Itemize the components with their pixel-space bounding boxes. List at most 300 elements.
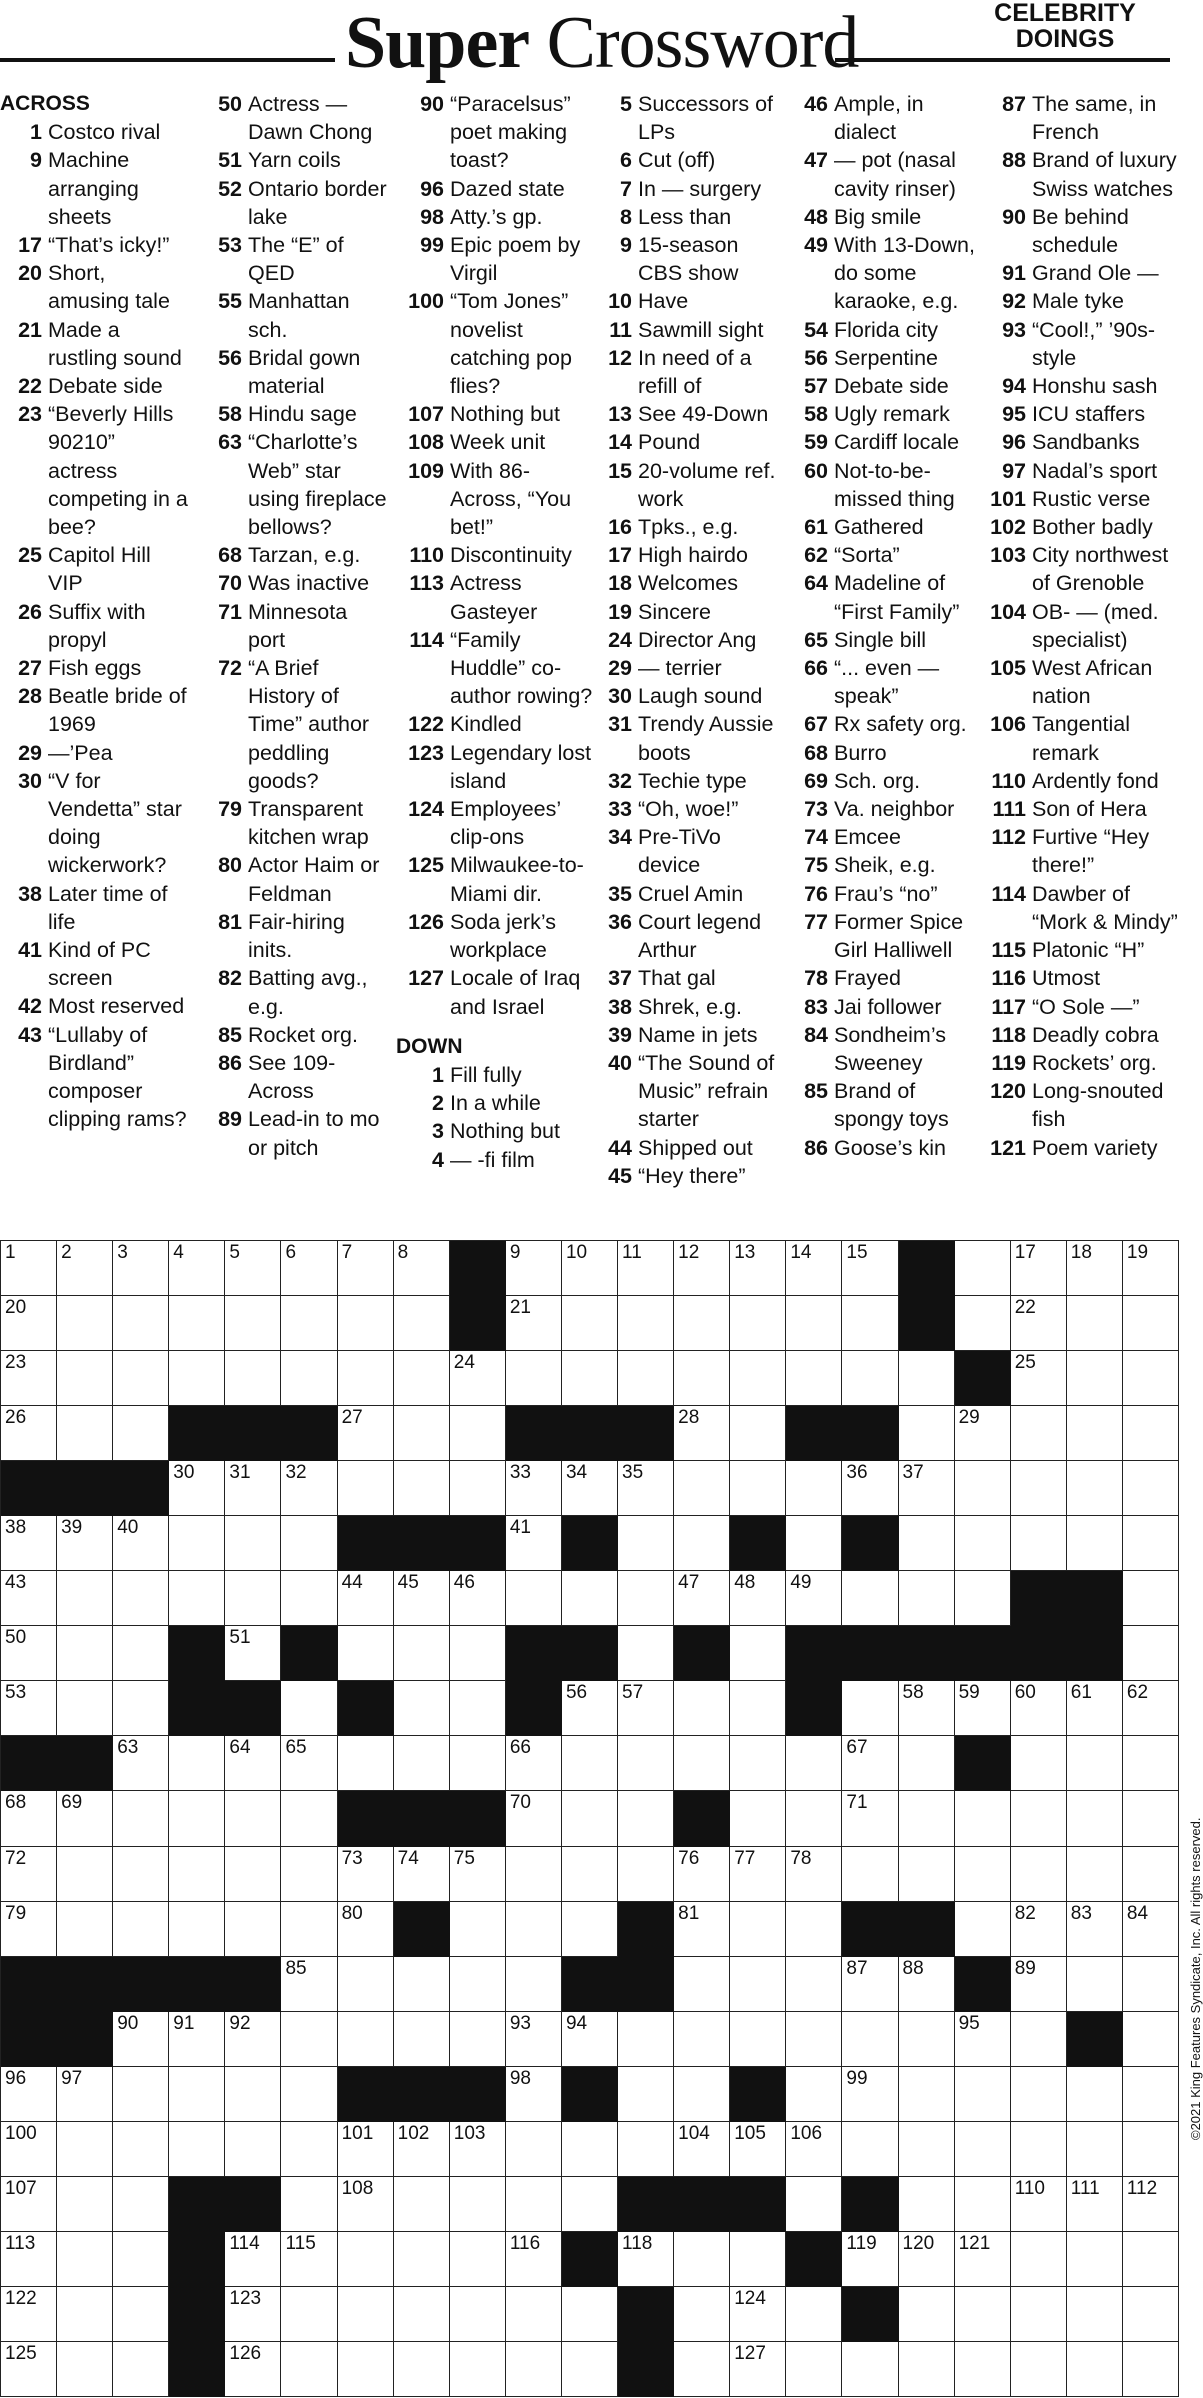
grid-cell[interactable] <box>57 1296 113 1351</box>
grid-cell[interactable] <box>281 1571 337 1626</box>
grid-cell[interactable] <box>730 2342 786 2397</box>
grid-cell[interactable] <box>394 2232 450 2287</box>
grid-cell[interactable] <box>955 1241 1011 1296</box>
grid-cell[interactable] <box>786 1351 842 1406</box>
grid-cell[interactable] <box>899 2177 955 2232</box>
grid-cell[interactable] <box>955 1681 1011 1736</box>
grid-cell[interactable] <box>955 1902 1011 1957</box>
grid-cell[interactable] <box>338 1902 394 1957</box>
grid-cell[interactable] <box>225 1902 281 1957</box>
grid-cell[interactable] <box>1123 1681 1179 1736</box>
grid-cell[interactable] <box>1011 1516 1067 1571</box>
grid-cell[interactable] <box>57 1681 113 1736</box>
grid-cell[interactable] <box>1123 2012 1179 2067</box>
grid-cell[interactable] <box>394 1351 450 1406</box>
grid-cell[interactable] <box>113 1406 169 1461</box>
grid-cell[interactable] <box>394 1626 450 1681</box>
grid-cell[interactable] <box>113 1847 169 1902</box>
grid-cell[interactable] <box>899 1571 955 1626</box>
grid-cell[interactable] <box>450 1957 506 2012</box>
grid-cell[interactable] <box>1 1296 57 1351</box>
grid-cell[interactable] <box>506 1847 562 1902</box>
grid-cell[interactable] <box>1011 1461 1067 1516</box>
grid-cell[interactable] <box>281 2067 337 2122</box>
grid-cell[interactable] <box>842 1847 898 1902</box>
grid-cell[interactable] <box>57 1626 113 1681</box>
grid-cell[interactable] <box>169 1902 225 1957</box>
grid-cell[interactable] <box>955 1296 1011 1351</box>
grid-cell[interactable] <box>394 1241 450 1296</box>
grid-cell[interactable] <box>113 2012 169 2067</box>
grid-cell[interactable] <box>1067 1241 1123 1296</box>
grid-cell[interactable] <box>1011 2232 1067 2287</box>
grid-cell[interactable] <box>1067 2067 1123 2122</box>
grid-cell[interactable] <box>1123 2067 1179 2122</box>
grid-cell[interactable] <box>169 1736 225 1791</box>
grid-cell[interactable] <box>730 1791 786 1846</box>
grid-cell[interactable] <box>450 1626 506 1681</box>
grid-cell[interactable] <box>506 1957 562 2012</box>
grid-cell[interactable] <box>113 1241 169 1296</box>
grid-cell[interactable] <box>1067 1296 1123 1351</box>
grid-cell[interactable] <box>281 1516 337 1571</box>
grid-cell[interactable] <box>955 1791 1011 1846</box>
grid-cell[interactable] <box>506 1351 562 1406</box>
grid-cell[interactable] <box>562 1461 618 1516</box>
grid-cell[interactable] <box>842 1681 898 1736</box>
grid-cell[interactable] <box>562 1736 618 1791</box>
grid-cell[interactable] <box>1123 1516 1179 1571</box>
grid-cell[interactable] <box>113 2122 169 2177</box>
grid-cell[interactable] <box>1011 1351 1067 1406</box>
grid-cell[interactable] <box>1011 1957 1067 2012</box>
grid-cell[interactable] <box>1011 1736 1067 1791</box>
grid-cell[interactable] <box>1123 1461 1179 1516</box>
grid-cell[interactable] <box>674 1296 730 1351</box>
grid-cell[interactable] <box>113 2232 169 2287</box>
grid-cell[interactable] <box>1123 2287 1179 2342</box>
grid-cell[interactable] <box>113 2067 169 2122</box>
grid-cell[interactable] <box>955 2177 1011 2232</box>
grid-cell[interactable] <box>618 1626 674 1681</box>
grid-cell[interactable] <box>730 1681 786 1736</box>
grid-cell[interactable] <box>450 1847 506 1902</box>
grid-cell[interactable] <box>562 1571 618 1626</box>
grid-cell[interactable] <box>899 1847 955 1902</box>
grid-cell[interactable] <box>1067 2342 1123 2397</box>
grid-cell[interactable] <box>1011 2342 1067 2397</box>
grid-cell[interactable] <box>842 2342 898 2397</box>
grid-cell[interactable] <box>169 1791 225 1846</box>
grid-cell[interactable] <box>394 1406 450 1461</box>
grid-cell[interactable] <box>57 2177 113 2232</box>
grid-cell[interactable] <box>562 1351 618 1406</box>
grid-cell[interactable] <box>786 2287 842 2342</box>
grid-cell[interactable] <box>786 1957 842 2012</box>
grid-cell[interactable] <box>1011 1406 1067 1461</box>
grid-cell[interactable] <box>57 1791 113 1846</box>
grid-cell[interactable] <box>1123 1241 1179 1296</box>
grid-cell[interactable] <box>618 1571 674 1626</box>
grid-cell[interactable] <box>506 1571 562 1626</box>
grid-cell[interactable] <box>786 1241 842 1296</box>
grid-cell[interactable] <box>225 1516 281 1571</box>
grid-cell[interactable] <box>842 1736 898 1791</box>
grid-cell[interactable] <box>506 1461 562 1516</box>
grid-cell[interactable] <box>730 1351 786 1406</box>
grid-cell[interactable] <box>169 1241 225 1296</box>
grid-cell[interactable] <box>338 2342 394 2397</box>
grid-cell[interactable] <box>281 1241 337 1296</box>
grid-cell[interactable] <box>730 1957 786 2012</box>
grid-cell[interactable] <box>842 1241 898 1296</box>
grid-cell[interactable] <box>1 2232 57 2287</box>
grid-cell[interactable] <box>1067 1406 1123 1461</box>
grid-cell[interactable] <box>562 2122 618 2177</box>
grid-cell[interactable] <box>1011 1241 1067 1296</box>
grid-cell[interactable] <box>169 1351 225 1406</box>
grid-cell[interactable] <box>450 1351 506 1406</box>
grid-cell[interactable] <box>899 2122 955 2177</box>
grid-cell[interactable] <box>1067 1461 1123 1516</box>
grid-cell[interactable] <box>1067 1516 1123 1571</box>
grid-cell[interactable] <box>842 2067 898 2122</box>
grid-cell[interactable] <box>338 2177 394 2232</box>
grid-cell[interactable] <box>618 1351 674 1406</box>
grid-cell[interactable] <box>1123 1351 1179 1406</box>
grid-cell[interactable] <box>674 1351 730 1406</box>
grid-cell[interactable] <box>338 1461 394 1516</box>
grid-cell[interactable] <box>450 2122 506 2177</box>
grid-cell[interactable] <box>1123 1847 1179 1902</box>
grid-cell[interactable] <box>730 1902 786 1957</box>
grid-cell[interactable] <box>506 1902 562 1957</box>
grid-cell[interactable] <box>786 1296 842 1351</box>
grid-cell[interactable] <box>1 2122 57 2177</box>
grid-cell[interactable] <box>57 1902 113 1957</box>
grid-cell[interactable] <box>394 1461 450 1516</box>
grid-cell[interactable] <box>57 1847 113 1902</box>
grid-cell[interactable] <box>338 1957 394 2012</box>
grid-cell[interactable] <box>225 1736 281 1791</box>
grid-cell[interactable] <box>506 1791 562 1846</box>
grid-cell[interactable] <box>786 2342 842 2397</box>
grid-cell[interactable] <box>1 1626 57 1681</box>
grid-cell[interactable] <box>674 1957 730 2012</box>
grid-cell[interactable] <box>618 1461 674 1516</box>
grid-cell[interactable] <box>1011 2067 1067 2122</box>
grid-cell[interactable] <box>786 1461 842 1516</box>
grid-cell[interactable] <box>1123 2177 1179 2232</box>
grid-cell[interactable] <box>225 1847 281 1902</box>
grid-cell[interactable] <box>1067 2177 1123 2232</box>
grid-cell[interactable] <box>1067 2122 1123 2177</box>
grid-cell[interactable] <box>562 2287 618 2342</box>
grid-cell[interactable] <box>1 1847 57 1902</box>
grid-cell[interactable] <box>1123 1571 1179 1626</box>
grid-cell[interactable] <box>1011 1296 1067 1351</box>
grid-cell[interactable] <box>674 2012 730 2067</box>
grid-cell[interactable] <box>955 2287 1011 2342</box>
grid-cell[interactable] <box>899 2232 955 2287</box>
grid-cell[interactable] <box>506 2287 562 2342</box>
grid-cell[interactable] <box>562 1902 618 1957</box>
grid-cell[interactable] <box>786 1902 842 1957</box>
grid-cell[interactable] <box>394 2287 450 2342</box>
grid-cell[interactable] <box>169 1571 225 1626</box>
grid-cell[interactable] <box>562 1847 618 1902</box>
grid-cell[interactable] <box>618 2012 674 2067</box>
grid-cell[interactable] <box>1067 2232 1123 2287</box>
grid-cell[interactable] <box>1 1571 57 1626</box>
grid-cell[interactable] <box>955 2012 1011 2067</box>
grid-cell[interactable] <box>1 1681 57 1736</box>
grid-cell[interactable] <box>225 2122 281 2177</box>
grid-cell[interactable] <box>225 2342 281 2397</box>
grid-cell[interactable] <box>113 2177 169 2232</box>
grid-cell[interactable] <box>674 2067 730 2122</box>
grid-cell[interactable] <box>113 1902 169 1957</box>
grid-cell[interactable] <box>618 1681 674 1736</box>
grid-cell[interactable] <box>394 1736 450 1791</box>
grid-cell[interactable] <box>338 2012 394 2067</box>
grid-cell[interactable] <box>674 1736 730 1791</box>
grid-cell[interactable] <box>562 1681 618 1736</box>
grid-cell[interactable] <box>842 1351 898 1406</box>
grid-cell[interactable] <box>450 1902 506 1957</box>
grid-cell[interactable] <box>169 2122 225 2177</box>
grid-cell[interactable] <box>899 2287 955 2342</box>
grid-cell[interactable] <box>562 1241 618 1296</box>
grid-cell[interactable] <box>1123 1736 1179 1791</box>
grid-cell[interactable] <box>225 1351 281 1406</box>
grid-cell[interactable] <box>225 2287 281 2342</box>
grid-cell[interactable] <box>281 1957 337 2012</box>
grid-cell[interactable] <box>730 1847 786 1902</box>
grid-cell[interactable] <box>281 1791 337 1846</box>
grid-cell[interactable] <box>338 2287 394 2342</box>
grid-cell[interactable] <box>842 2232 898 2287</box>
grid-cell[interactable] <box>394 1681 450 1736</box>
grid-cell[interactable] <box>225 2012 281 2067</box>
grid-cell[interactable] <box>899 1406 955 1461</box>
grid-cell[interactable] <box>899 1351 955 1406</box>
grid-cell[interactable] <box>618 1791 674 1846</box>
grid-cell[interactable] <box>338 1847 394 1902</box>
grid-cell[interactable] <box>57 1241 113 1296</box>
grid-cell[interactable] <box>506 1516 562 1571</box>
grid-cell[interactable] <box>562 1296 618 1351</box>
grid-cell[interactable] <box>338 1351 394 1406</box>
grid-cell[interactable] <box>1011 1791 1067 1846</box>
grid-cell[interactable] <box>955 1847 1011 1902</box>
grid-cell[interactable] <box>338 1241 394 1296</box>
grid-cell[interactable] <box>450 1571 506 1626</box>
grid-cell[interactable] <box>394 2177 450 2232</box>
grid-cell[interactable] <box>57 2287 113 2342</box>
grid-cell[interactable] <box>169 2067 225 2122</box>
grid-cell[interactable] <box>618 1847 674 1902</box>
grid-cell[interactable] <box>674 2122 730 2177</box>
grid-cell[interactable] <box>506 1736 562 1791</box>
grid-cell[interactable] <box>786 1571 842 1626</box>
grid-cell[interactable] <box>113 1516 169 1571</box>
grid-cell[interactable] <box>899 1681 955 1736</box>
grid-cell[interactable] <box>1 2177 57 2232</box>
grid-cell[interactable] <box>169 2012 225 2067</box>
grid-cell[interactable] <box>1 1791 57 1846</box>
grid-cell[interactable] <box>1067 1681 1123 1736</box>
grid-cell[interactable] <box>562 2342 618 2397</box>
grid-cell[interactable] <box>786 1516 842 1571</box>
grid-cell[interactable] <box>1123 1957 1179 2012</box>
grid-cell[interactable] <box>450 2342 506 2397</box>
grid-cell[interactable] <box>394 1847 450 1902</box>
grid-cell[interactable] <box>225 2232 281 2287</box>
grid-cell[interactable] <box>1 1241 57 1296</box>
grid-cell[interactable] <box>1011 1902 1067 1957</box>
grid-cell[interactable] <box>506 2067 562 2122</box>
grid-cell[interactable] <box>57 1571 113 1626</box>
grid-cell[interactable] <box>225 1461 281 1516</box>
grid-cell[interactable] <box>1011 1681 1067 1736</box>
grid-cell[interactable] <box>1011 2177 1067 2232</box>
grid-cell[interactable] <box>786 2067 842 2122</box>
grid-cell[interactable] <box>1123 2232 1179 2287</box>
grid-cell[interactable] <box>1123 2122 1179 2177</box>
grid-cell[interactable] <box>281 2122 337 2177</box>
grid-cell[interactable] <box>113 1351 169 1406</box>
grid-cell[interactable] <box>899 1791 955 1846</box>
grid-cell[interactable] <box>842 1957 898 2012</box>
grid-cell[interactable] <box>842 1571 898 1626</box>
grid-cell[interactable] <box>674 1681 730 1736</box>
grid-cell[interactable] <box>955 1406 1011 1461</box>
grid-cell[interactable] <box>674 1406 730 1461</box>
grid-cell[interactable] <box>786 1847 842 1902</box>
grid-cell[interactable] <box>394 1571 450 1626</box>
grid-cell[interactable] <box>281 2012 337 2067</box>
grid-cell[interactable] <box>1067 1902 1123 1957</box>
grid-cell[interactable] <box>730 2287 786 2342</box>
grid-cell[interactable] <box>506 2342 562 2397</box>
grid-cell[interactable] <box>1123 1791 1179 1846</box>
grid-cell[interactable] <box>338 2122 394 2177</box>
grid-cell[interactable] <box>281 2177 337 2232</box>
grid-cell[interactable] <box>57 2122 113 2177</box>
grid-cell[interactable] <box>730 1406 786 1461</box>
grid-cell[interactable] <box>1067 1957 1123 2012</box>
grid-cell[interactable] <box>169 1516 225 1571</box>
grid-cell[interactable] <box>394 2122 450 2177</box>
grid-cell[interactable] <box>955 1461 1011 1516</box>
grid-cell[interactable] <box>113 1791 169 1846</box>
grid-cell[interactable] <box>730 1461 786 1516</box>
grid-cell[interactable] <box>225 1791 281 1846</box>
grid-cell[interactable] <box>955 2342 1011 2397</box>
grid-cell[interactable] <box>113 1681 169 1736</box>
grid-cell[interactable] <box>113 2287 169 2342</box>
grid-cell[interactable] <box>57 1406 113 1461</box>
grid-cell[interactable] <box>113 1571 169 1626</box>
grid-cell[interactable] <box>730 2122 786 2177</box>
grid-cell[interactable] <box>1067 1791 1123 1846</box>
grid-cell[interactable] <box>618 2232 674 2287</box>
grid-cell[interactable] <box>618 2122 674 2177</box>
grid-cell[interactable] <box>1067 1351 1123 1406</box>
grid-cell[interactable] <box>674 2342 730 2397</box>
grid-cell[interactable] <box>338 1571 394 1626</box>
grid-cell[interactable] <box>674 1516 730 1571</box>
grid-cell[interactable] <box>618 1516 674 1571</box>
grid-cell[interactable] <box>450 2012 506 2067</box>
grid-cell[interactable] <box>955 1571 1011 1626</box>
grid-cell[interactable] <box>899 1461 955 1516</box>
grid-cell[interactable] <box>618 2067 674 2122</box>
grid-cell[interactable] <box>506 2177 562 2232</box>
grid-cell[interactable] <box>730 2232 786 2287</box>
grid-cell[interactable] <box>506 2232 562 2287</box>
grid-cell[interactable] <box>562 1791 618 1846</box>
grid-cell[interactable] <box>169 1461 225 1516</box>
grid-cell[interactable] <box>842 2122 898 2177</box>
grid-cell[interactable] <box>338 1406 394 1461</box>
grid-cell[interactable] <box>281 1296 337 1351</box>
grid-cell[interactable] <box>674 1847 730 1902</box>
grid-cell[interactable] <box>450 2287 506 2342</box>
grid-cell[interactable] <box>281 1736 337 1791</box>
grid-cell[interactable] <box>1011 2122 1067 2177</box>
grid-cell[interactable] <box>618 1241 674 1296</box>
grid-cell[interactable] <box>562 2177 618 2232</box>
grid-cell[interactable] <box>842 2012 898 2067</box>
grid-cell[interactable] <box>899 2012 955 2067</box>
grid-cell[interactable] <box>899 2067 955 2122</box>
grid-cell[interactable] <box>281 1351 337 1406</box>
grid-cell[interactable] <box>674 1461 730 1516</box>
grid-cell[interactable] <box>338 2232 394 2287</box>
grid-cell[interactable] <box>730 1626 786 1681</box>
grid-cell[interactable] <box>225 1241 281 1296</box>
grid-cell[interactable] <box>562 2012 618 2067</box>
grid-cell[interactable] <box>57 2232 113 2287</box>
grid-cell[interactable] <box>842 1791 898 1846</box>
grid-cell[interactable] <box>786 2012 842 2067</box>
grid-cell[interactable] <box>1123 1902 1179 1957</box>
grid-cell[interactable] <box>338 1296 394 1351</box>
grid-cell[interactable] <box>225 2067 281 2122</box>
grid-cell[interactable] <box>450 1681 506 1736</box>
grid-cell[interactable] <box>1011 1847 1067 1902</box>
grid-cell[interactable] <box>955 1516 1011 1571</box>
grid-cell[interactable] <box>1011 2287 1067 2342</box>
grid-cell[interactable] <box>57 2067 113 2122</box>
grid-cell[interactable] <box>225 1626 281 1681</box>
grid-cell[interactable] <box>1067 1736 1123 1791</box>
grid-cell[interactable] <box>225 1296 281 1351</box>
grid-cell[interactable] <box>506 1241 562 1296</box>
grid-cell[interactable] <box>450 1736 506 1791</box>
grid-cell[interactable] <box>1 1902 57 1957</box>
grid-cell[interactable] <box>506 2122 562 2177</box>
grid-cell[interactable] <box>674 1241 730 1296</box>
grid-cell[interactable] <box>281 2232 337 2287</box>
grid-cell[interactable] <box>169 1296 225 1351</box>
grid-cell[interactable] <box>57 1351 113 1406</box>
grid-cell[interactable] <box>506 1296 562 1351</box>
grid-cell[interactable] <box>1123 1406 1179 1461</box>
grid-cell[interactable] <box>1 1406 57 1461</box>
